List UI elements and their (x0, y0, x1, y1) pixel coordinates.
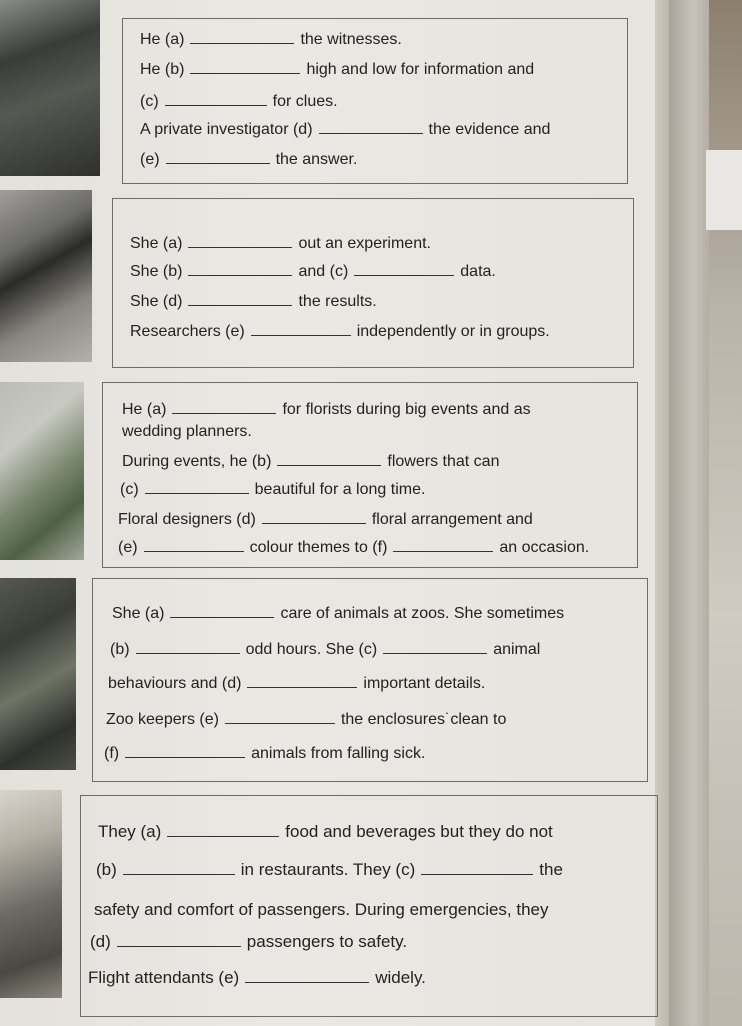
photo-zookeeper (0, 578, 76, 770)
sentence-line (130, 292, 377, 312)
answer-blank[interactable] (245, 981, 369, 983)
sentence-text: care of animals at zoos. She sometimes (280, 605, 565, 622)
answer-blank[interactable] (190, 72, 300, 74)
sentence-line (96, 860, 563, 880)
sentence-line (120, 480, 425, 500)
sentence-text: He (a) (122, 401, 167, 418)
sentence-text: the evidence and (428, 121, 551, 138)
sentence-text: floral arrangement and (371, 511, 533, 528)
sentence-text: wedding planners. (122, 423, 252, 440)
sentence-text: colour themes to (f) (249, 539, 388, 556)
sentence-text: (e) (140, 151, 160, 168)
sentence-text: They (a) (98, 822, 162, 841)
page-edge (669, 0, 709, 1026)
answer-blank[interactable] (170, 616, 274, 618)
answer-blank[interactable] (117, 945, 241, 947)
answer-blank[interactable] (354, 274, 454, 276)
answer-blank[interactable] (123, 873, 235, 875)
sentence-text: an occasion. (499, 539, 590, 556)
sentence-text: Floral designers (d) (118, 511, 256, 528)
sentence-text: the results. (298, 293, 377, 310)
sentence-text: the (539, 860, 563, 879)
sentence-line (140, 30, 402, 50)
answer-blank[interactable] (166, 162, 270, 164)
sentence-line (118, 538, 589, 558)
sentence-text: Zoo keepers (e) (106, 711, 219, 728)
answer-blank[interactable] (188, 304, 292, 306)
photo-scientist (0, 190, 92, 362)
photo-detective (0, 0, 100, 176)
sentence-text: the enclosures˙clean to (340, 711, 507, 728)
answer-blank[interactable] (383, 652, 487, 654)
sentence-text: animal (493, 641, 541, 658)
answer-blank[interactable] (125, 756, 245, 758)
answer-blank[interactable] (188, 246, 292, 248)
answer-blank[interactable] (145, 492, 249, 494)
sentence-text: (b) (110, 641, 130, 658)
sentence-line (130, 262, 496, 282)
sentence-text: widely. (375, 968, 426, 987)
answer-blank[interactable] (144, 550, 244, 552)
sentence-text: Flight attendants (e) (88, 968, 240, 987)
answer-blank[interactable] (251, 334, 351, 336)
sentence-text: odd hours. She (c) (245, 641, 378, 658)
sentence-line (140, 120, 550, 140)
sentence-text: During events, he (b) (122, 453, 272, 470)
answer-blank[interactable] (167, 835, 279, 837)
sentence-line (108, 674, 485, 694)
sentence-line (130, 234, 431, 254)
sentence-text: and (c) (298, 263, 349, 280)
sentence-line (140, 60, 534, 80)
answer-blank[interactable] (393, 550, 493, 552)
sentence-text: for clues. (272, 93, 338, 110)
sentence-text: passengers to safety. (246, 932, 408, 951)
sentence-line (112, 604, 564, 624)
sentence-text: food and beverages but they do not (285, 822, 553, 841)
sentence-text: (d) (90, 932, 111, 951)
sentence-text: (f) (104, 745, 120, 762)
sentence-text: for florists during big events and as (282, 401, 531, 418)
sentence-text: She (a) (130, 235, 183, 252)
sentence-text: She (d) (130, 293, 183, 310)
sentence-line (110, 640, 540, 660)
background-paper (706, 150, 742, 230)
answer-blank[interactable] (190, 42, 294, 44)
sentence-text: flowers that can (387, 453, 500, 470)
sentence-text: (e) (118, 539, 138, 556)
sentence-text: in restaurants. They (c) (240, 860, 416, 879)
sentence-text: (b) (96, 860, 117, 879)
sentence-line (140, 92, 338, 112)
sentence-text: out an experiment. (298, 235, 431, 252)
sentence-text: (c) (140, 93, 159, 110)
sentence-text: independently or in groups. (356, 323, 550, 340)
answer-blank[interactable] (319, 132, 423, 134)
sentence-line (130, 322, 550, 342)
exercise-box-2 (112, 198, 634, 368)
sentence-text: behaviours and (d) (108, 675, 242, 692)
sentence-text: beautiful for a long time. (254, 481, 426, 498)
sentence-line (122, 400, 531, 420)
sentence-line (106, 710, 506, 730)
sentence-text: important details. (363, 675, 486, 692)
sentence-line (88, 968, 426, 988)
photo-florist (0, 382, 84, 560)
sentence-line (90, 932, 407, 952)
sentence-text: the answer. (275, 151, 358, 168)
answer-blank[interactable] (277, 464, 381, 466)
sentence-text: She (b) (130, 263, 183, 280)
answer-blank[interactable] (421, 873, 533, 875)
sentence-text: A private investigator (d) (140, 121, 313, 138)
sentence-text: She (a) (112, 605, 165, 622)
answer-blank[interactable] (225, 722, 335, 724)
answer-blank[interactable] (136, 652, 240, 654)
sentence-text: Researchers (e) (130, 323, 245, 340)
sentence-text: He (a) (140, 31, 185, 48)
sentence-text: high and low for information and (306, 61, 535, 78)
sentence-text: safety and comfort of passengers. During emergencies, they (94, 900, 549, 919)
sentence-line (104, 744, 425, 764)
sentence-line (122, 422, 252, 442)
answer-blank[interactable] (262, 522, 366, 524)
sentence-text: animals from falling sick. (251, 745, 426, 762)
photo-flight-attendant (0, 790, 62, 998)
sentence-line (122, 452, 499, 472)
answer-blank[interactable] (247, 686, 357, 688)
answer-blank[interactable] (188, 274, 292, 276)
sentence-line (98, 822, 553, 842)
sentence-text: He (b) (140, 61, 185, 78)
answer-blank[interactable] (172, 412, 276, 414)
answer-blank[interactable] (165, 104, 267, 106)
sentence-text: (c) (120, 481, 139, 498)
sentence-line (140, 150, 357, 170)
sentence-text: the witnesses. (300, 31, 402, 48)
sentence-line (118, 510, 533, 530)
sentence-text: data. (460, 263, 496, 280)
sentence-line (94, 900, 549, 920)
